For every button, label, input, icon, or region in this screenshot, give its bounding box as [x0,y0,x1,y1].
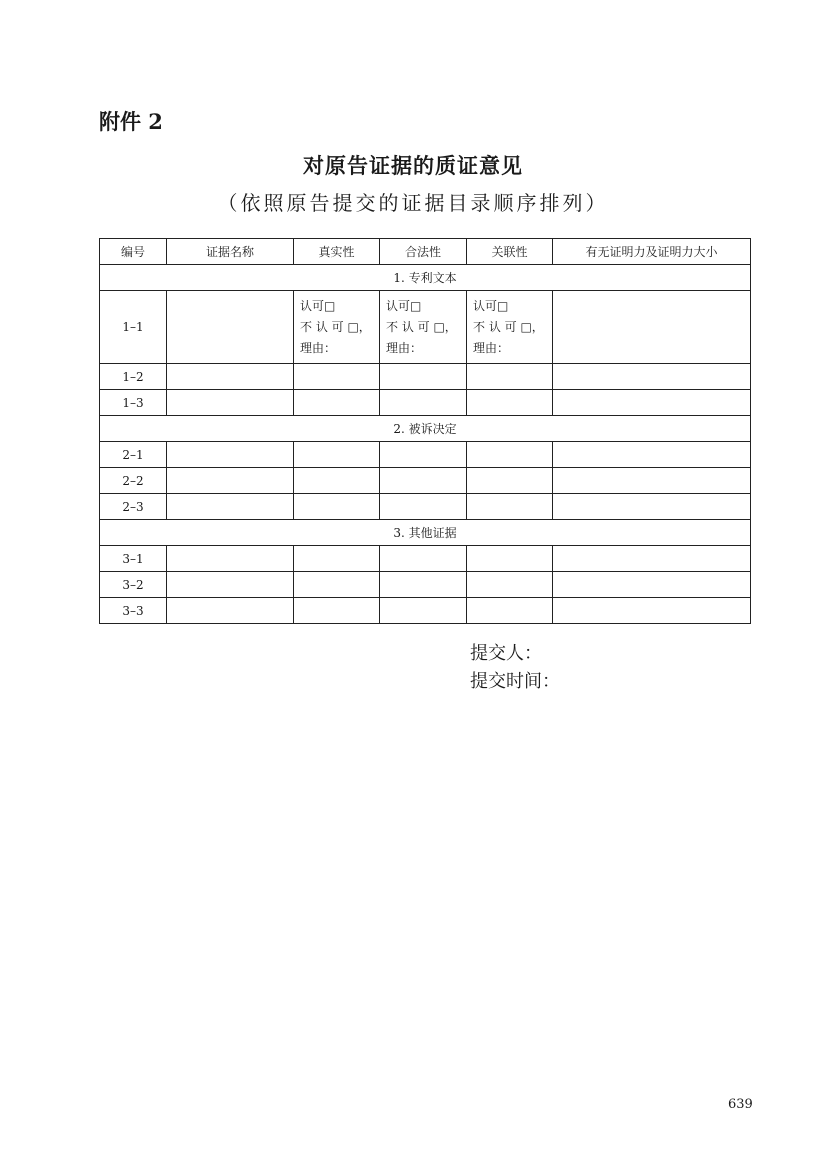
evidence-id: 3–2 [100,572,167,598]
approve-option[interactable]: 认可□ [386,298,422,313]
relevance-cell[interactable] [467,468,553,494]
table-row [100,390,751,416]
evidence-id: 2–1 [100,442,167,468]
probative-force-cell[interactable] [553,468,751,494]
authenticity-opinion[interactable] [294,291,380,364]
legality-cell[interactable] [380,364,467,390]
legality-cell[interactable] [380,598,467,624]
header-id: 编号 [100,239,167,265]
relevance-cell[interactable] [467,546,553,572]
header-legality: 合法性 [380,239,467,265]
table-row [100,546,751,572]
document-subtitle: （依照原告提交的证据目录顺序排列） [217,191,609,215]
legality-cell[interactable] [380,494,467,520]
section-row [100,265,751,291]
evidence-name-cell[interactable] [167,546,294,572]
probative-force-cell[interactable] [553,494,751,520]
relevance-opinion[interactable] [467,291,553,364]
table-row [100,291,751,364]
reason-label: 理由： [473,340,510,355]
section-row [100,520,751,546]
approve-option[interactable]: 认可□ [300,298,336,313]
legality-cell[interactable] [380,572,467,598]
table-row [100,572,751,598]
submit-time-label: 提交时间： [470,671,560,692]
page-number: 639 [728,1097,753,1112]
evidence-name-cell[interactable] [167,390,294,416]
evidence-name-cell[interactable] [167,572,294,598]
table-header-row [100,239,751,265]
evidence-name-cell[interactable] [167,598,294,624]
evidence-name-cell[interactable] [167,494,294,520]
evidence-name-cell[interactable] [167,364,294,390]
table-row [100,442,751,468]
authenticity-cell[interactable] [294,494,380,520]
document-title: 对原告证据的质证意见 [303,153,523,178]
authenticity-cell[interactable] [294,598,380,624]
authenticity-cell[interactable] [294,442,380,468]
relevance-cell[interactable] [467,442,553,468]
disapprove-option[interactable]: 不 认 可 □， [300,319,371,334]
relevance-cell[interactable] [467,364,553,390]
approve-option[interactable]: 认可□ [473,298,509,313]
reason-label: 理由： [300,340,337,355]
evidence-name-cell[interactable] [167,291,294,364]
table-row [100,364,751,390]
table-row [100,468,751,494]
relevance-cell[interactable] [467,390,553,416]
evidence-id: 3–3 [100,598,167,624]
authenticity-cell[interactable] [294,546,380,572]
legality-cell[interactable] [380,442,467,468]
reason-label: 理由： [386,340,423,355]
attachment-label: 附件 2 [99,109,163,134]
evidence-id: 3–1 [100,546,167,572]
legality-cell[interactable] [380,390,467,416]
disapprove-option[interactable]: 不 认 可 □， [386,319,457,334]
legality-cell[interactable] [380,468,467,494]
evidence-id: 1–2 [100,364,167,390]
probative-force-cell[interactable] [553,364,751,390]
probative-force-cell[interactable] [553,442,751,468]
header-evidence-name: 证据名称 [167,239,294,265]
relevance-cell[interactable] [467,572,553,598]
probative-force-cell[interactable] [553,572,751,598]
probative-force-cell[interactable] [553,598,751,624]
evidence-opinion-table [99,238,751,624]
section-row [100,416,751,442]
section-title: 2. 被诉决定 [100,416,751,442]
section-title: 3. 其他证据 [100,520,751,546]
probative-force-cell[interactable] [553,546,751,572]
header-authenticity: 真实性 [294,239,380,265]
evidence-name-cell[interactable] [167,442,294,468]
evidence-id: 1–3 [100,390,167,416]
authenticity-cell[interactable] [294,390,380,416]
evidence-id: 1–1 [100,291,167,364]
section-title: 1. 专利文本 [100,265,751,291]
relevance-cell[interactable] [467,598,553,624]
table-row [100,494,751,520]
evidence-id: 2–2 [100,468,167,494]
probative-force-cell[interactable] [553,291,751,364]
legality-cell[interactable] [380,546,467,572]
disapprove-option[interactable]: 不 认 可 □， [473,319,544,334]
authenticity-cell[interactable] [294,572,380,598]
table-row [100,598,751,624]
relevance-cell[interactable] [467,494,553,520]
submission-block [470,640,560,696]
evidence-id: 2–3 [100,494,167,520]
header-probative-force: 有无证明力及证明力大小 [553,239,751,265]
submitter-label: 提交人： [470,643,542,664]
evidence-name-cell[interactable] [167,468,294,494]
authenticity-cell[interactable] [294,364,380,390]
authenticity-cell[interactable] [294,468,380,494]
header-relevance: 关联性 [467,239,553,265]
probative-force-cell[interactable] [553,390,751,416]
legality-opinion[interactable] [380,291,467,364]
